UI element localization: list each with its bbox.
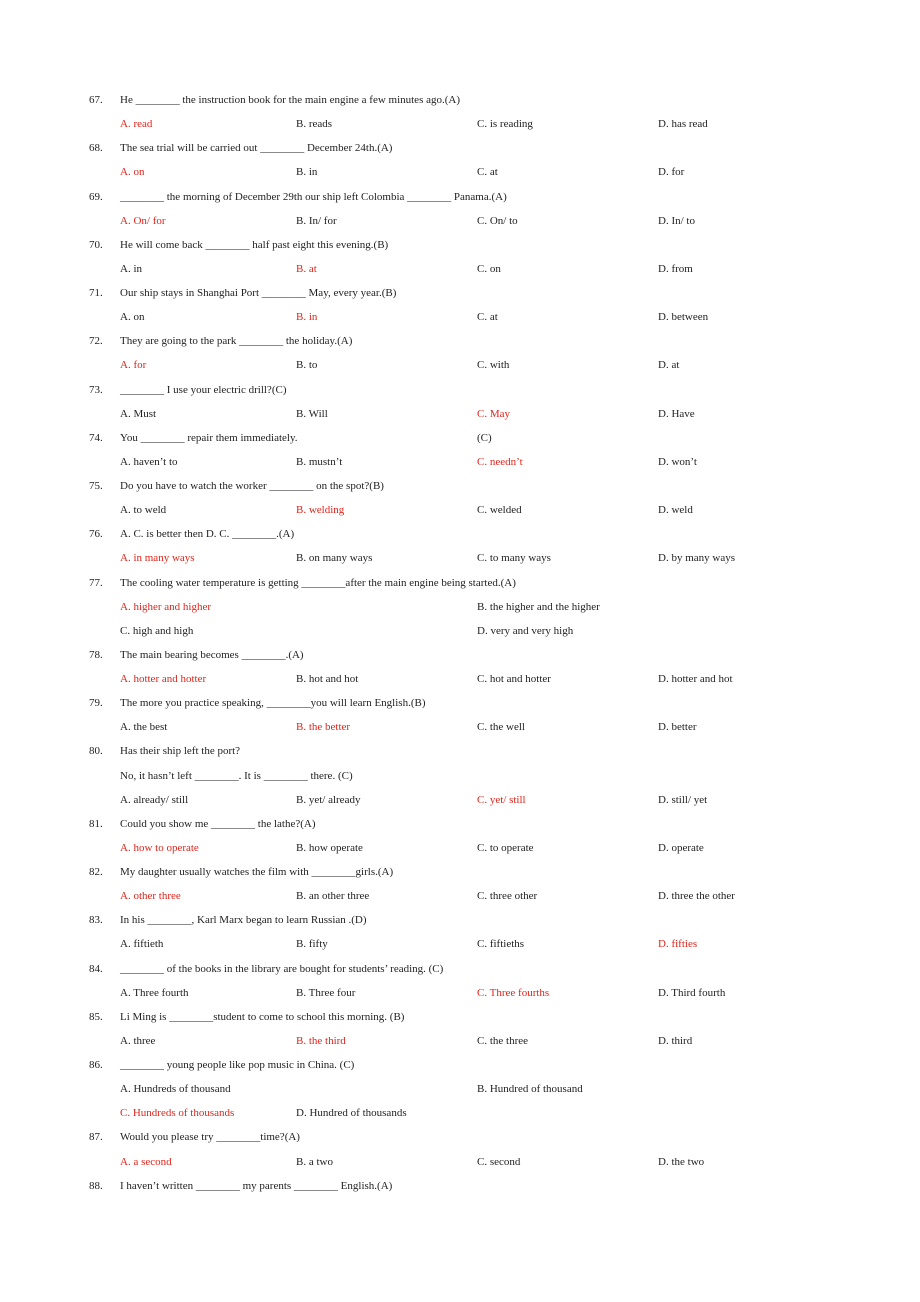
answer-option: C. the well — [477, 721, 525, 734]
options-row — [0, 595, 920, 619]
answer-tag: (C) — [477, 431, 492, 444]
question-number: 70. — [89, 238, 103, 251]
answer-option-correct: B. the better — [296, 721, 351, 734]
answer-option-correct: B. welding — [296, 504, 345, 517]
answer-option-correct: A. in many ways — [120, 552, 195, 565]
question-stem: Do you have to watch the worker ________ on the spot?(B) — [120, 480, 384, 492]
answer-option: B. to — [296, 359, 318, 372]
answer-option: D. at — [658, 359, 680, 372]
options-row — [0, 305, 920, 329]
question-stem-line — [0, 281, 920, 305]
question-stem: ________ the morning of December 29th our ship left Colombia ________ Panama.(A) — [120, 190, 507, 203]
question-stem: The main bearing becomes ________.(A) — [120, 648, 304, 661]
answer-option: A. fiftieth — [120, 938, 164, 951]
question-stem-line — [0, 329, 920, 353]
answer-option: C. is reading — [477, 118, 533, 131]
question-number: 74. — [89, 431, 103, 444]
answer-option: B. the higher and the higher — [477, 600, 600, 613]
answer-option: D. still/ yet — [658, 793, 708, 806]
answer-option: B. an other three — [296, 890, 370, 903]
question-stem: He will come back ________ half past eight this evening.(B) — [120, 238, 389, 251]
question-number: 83. — [89, 914, 103, 927]
answer-option: C. second — [477, 1155, 521, 1168]
answer-option: D. by many ways — [658, 552, 735, 565]
answer-option: D. Third fourth — [658, 986, 726, 999]
answer-option: C. at — [477, 311, 498, 324]
question-stem-line — [0, 136, 920, 160]
options-row — [0, 1101, 920, 1125]
answer-option: D. Hundred of thousands — [296, 1107, 407, 1120]
answer-option-correct: A. read — [120, 118, 153, 131]
answer-option: B. on many ways — [296, 552, 373, 565]
answer-option: B. reads — [296, 118, 333, 131]
answer-option: D. won’t — [658, 455, 697, 468]
answer-option: A. already/ still — [120, 793, 189, 806]
question-number: 68. — [89, 142, 103, 155]
question-stem-line — [0, 1174, 920, 1198]
answer-option-correct: D. fifties — [658, 938, 698, 951]
question-number: 82. — [89, 866, 103, 878]
question-stem-line — [0, 522, 920, 546]
answer-option: B. Hundred of thousand — [477, 1083, 583, 1096]
answer-option: B. yet/ already — [296, 793, 361, 806]
question-stem: ________ young people like pop music in China. (C) — [120, 1059, 355, 1071]
answer-option: C. hot and hotter — [477, 673, 551, 685]
question-stem: Li Ming is ________student to come to school this morning. (B) — [120, 1010, 405, 1023]
question-stem: They are going to the park ________ the holiday.(A) — [120, 335, 353, 348]
answer-option: D. better — [658, 721, 697, 734]
answer-option: C. fiftieths — [477, 938, 525, 951]
question-stem: In his ________, Karl Marx began to learn Russian .(D) — [120, 914, 367, 927]
question-stem-line — [0, 474, 920, 498]
answer-option-correct: A. for — [120, 359, 147, 372]
answer-option-correct: A. hotter and hotter — [120, 673, 207, 685]
question-stem-line — [0, 908, 920, 932]
options-row — [0, 619, 920, 643]
question-stem-line — [0, 812, 920, 836]
answer-option: B. In/ for — [296, 214, 337, 227]
question-number: 86. — [89, 1059, 103, 1071]
question-stem-line — [0, 1005, 920, 1029]
answer-option: A. Three fourth — [120, 986, 189, 999]
question-stem-line — [0, 957, 920, 981]
question-number: 73. — [89, 383, 103, 396]
answer-option: D. weld — [658, 504, 693, 517]
question-stem: The cooling water temperature is getting ________after the main engine being started.(A) — [120, 576, 516, 589]
answer-option: A. Hundreds of thousand — [120, 1083, 231, 1096]
options-row — [0, 450, 920, 474]
answer-option: C. high and high — [120, 624, 194, 637]
question-number: 85. — [89, 1010, 103, 1023]
question-number: 88. — [89, 1179, 103, 1192]
answer-option: D. for — [658, 166, 685, 179]
options-row — [0, 1077, 920, 1101]
answer-option-correct: C. Hundreds of thousands — [120, 1107, 235, 1120]
answer-option: C. the three — [477, 1034, 529, 1047]
question-number: 69. — [89, 190, 103, 203]
question-number: 77. — [89, 576, 103, 589]
question-number: 71. — [89, 287, 103, 299]
question-number: 76. — [89, 528, 103, 541]
question-stem: Could you show me ________ the lathe?(A) — [120, 817, 316, 830]
answer-option: B. Will — [296, 407, 328, 420]
question-stem-continuation: No, it hasn’t left ________. It is ________ there. (C) — [120, 769, 353, 782]
answer-option: A. to weld — [120, 504, 167, 517]
options-row — [0, 884, 920, 908]
question-stem: The sea trial will be carried out ________ December 24th.(A) — [120, 142, 393, 155]
question-stem-line — [0, 643, 920, 667]
question-stem-line — [0, 1053, 920, 1077]
answer-option-correct: C. May — [477, 407, 510, 420]
options-row — [0, 257, 920, 281]
question-stem-continuation-line — [0, 764, 920, 788]
question-stem: ________ I use your electric drill?(C) — [120, 383, 287, 396]
answer-option: D. the two — [658, 1155, 705, 1168]
question-stem-line — [0, 88, 920, 112]
question-stem: A. C. is better then D. C. ________.(A) — [120, 528, 295, 541]
answer-option-correct: C. yet/ still — [477, 793, 526, 806]
options-row — [0, 112, 920, 136]
question-number: 72. — [89, 335, 103, 348]
answer-option: B. mustn’t — [296, 455, 343, 468]
options-row — [0, 932, 920, 956]
answer-option: D. three the other — [658, 890, 735, 903]
question-sheet — [0, 88, 920, 1198]
answer-option: D. from — [658, 262, 693, 275]
question-stem: Would you please try ________time?(A) — [120, 1131, 300, 1144]
answer-option: C. with — [477, 359, 510, 372]
answer-option: D. has read — [658, 118, 708, 131]
question-stem: He ________ the instruction book for the main engine a few minutes ago.(A) — [120, 94, 461, 106]
question-stem-line — [0, 426, 920, 450]
answer-option: D. very and very high — [477, 624, 574, 637]
answer-option-correct: A. on — [120, 166, 145, 179]
question-number: 84. — [89, 962, 103, 975]
answer-option: C. On/ to — [477, 214, 518, 227]
answer-option: D. between — [658, 311, 709, 324]
question-stem-line — [0, 860, 920, 884]
options-row — [0, 788, 920, 812]
question-stem: Has their ship left the port? — [120, 745, 241, 758]
answer-option-correct: A. how to operate — [120, 841, 199, 854]
question-number: 81. — [89, 817, 103, 830]
question-stem: The more you practice speaking, ________you will learn English.(B) — [120, 697, 426, 710]
answer-option: D. third — [658, 1034, 693, 1047]
question-stem: My daughter usually watches the film with ________girls.(A) — [120, 866, 394, 878]
answer-option: A. three — [120, 1034, 156, 1047]
answer-option-correct: B. in — [296, 311, 318, 324]
question-number: 67. — [89, 94, 103, 106]
options-row — [0, 667, 920, 691]
question-stem-line — [0, 571, 920, 595]
options-row — [0, 498, 920, 522]
question-number: 87. — [89, 1131, 103, 1144]
question-number: 75. — [89, 480, 103, 492]
answer-option: A. in — [120, 262, 142, 275]
question-stem-line — [0, 1125, 920, 1149]
answer-option: B. fifty — [296, 938, 328, 951]
answer-option: B. in — [296, 166, 318, 179]
question-number: 79. — [89, 697, 103, 710]
answer-option: C. three other — [477, 890, 538, 903]
question-stem: I haven’t written ________ my parents ________ English.(A) — [120, 1179, 393, 1192]
options-row — [0, 981, 920, 1005]
answer-option: C. on — [477, 262, 501, 275]
answer-option: D. In/ to — [658, 214, 695, 227]
question-stem: Our ship stays in Shanghai Port ________ May, every year.(B) — [120, 287, 397, 299]
question-number: 78. — [89, 648, 103, 661]
answer-option: A. on — [120, 311, 145, 324]
answer-option: C. to operate — [477, 841, 534, 854]
answer-option: A. the best — [120, 721, 168, 734]
answer-option-correct: A. On/ for — [120, 214, 166, 227]
answer-option: B. a two — [296, 1155, 333, 1168]
options-row — [0, 209, 920, 233]
options-row — [0, 715, 920, 739]
question-stem-line — [0, 739, 920, 763]
answer-option-correct: B. the third — [296, 1034, 346, 1047]
answer-option: D. Have — [658, 407, 695, 420]
question-stem: You ________ repair them immediately. — [120, 431, 298, 444]
answer-option: D. hotter and hot — [658, 673, 733, 685]
options-row — [0, 402, 920, 426]
answer-option: B. hot and hot — [296, 673, 359, 685]
options-row — [0, 1029, 920, 1053]
options-row — [0, 836, 920, 860]
answer-option: C. at — [477, 166, 498, 179]
answer-option-correct: A. higher and higher — [120, 600, 212, 613]
answer-option-correct: A. other three — [120, 890, 181, 903]
question-number: 80. — [89, 745, 103, 758]
options-row — [0, 546, 920, 570]
answer-option: A. haven’t to — [120, 455, 178, 468]
answer-option: D. operate — [658, 841, 704, 854]
question-stem: ________ of the books in the library are bought for students’ reading. (C) — [120, 962, 444, 975]
options-row — [0, 1150, 920, 1174]
question-stem-line — [0, 691, 920, 715]
options-row — [0, 353, 920, 377]
answer-option: C. to many ways — [477, 552, 551, 565]
answer-option: B. Three four — [296, 986, 356, 999]
answer-option: A. Must — [120, 407, 157, 420]
question-stem-line — [0, 185, 920, 209]
answer-option: B. how operate — [296, 841, 363, 854]
answer-option-correct: C. needn’t — [477, 455, 523, 468]
options-row — [0, 160, 920, 184]
question-stem-line — [0, 378, 920, 402]
answer-option-correct: B. at — [296, 262, 317, 275]
answer-option-correct: A. a second — [120, 1155, 172, 1168]
answer-option-correct: C. Three fourths — [477, 986, 550, 999]
answer-option: C. welded — [477, 504, 522, 517]
question-stem-line — [0, 233, 920, 257]
